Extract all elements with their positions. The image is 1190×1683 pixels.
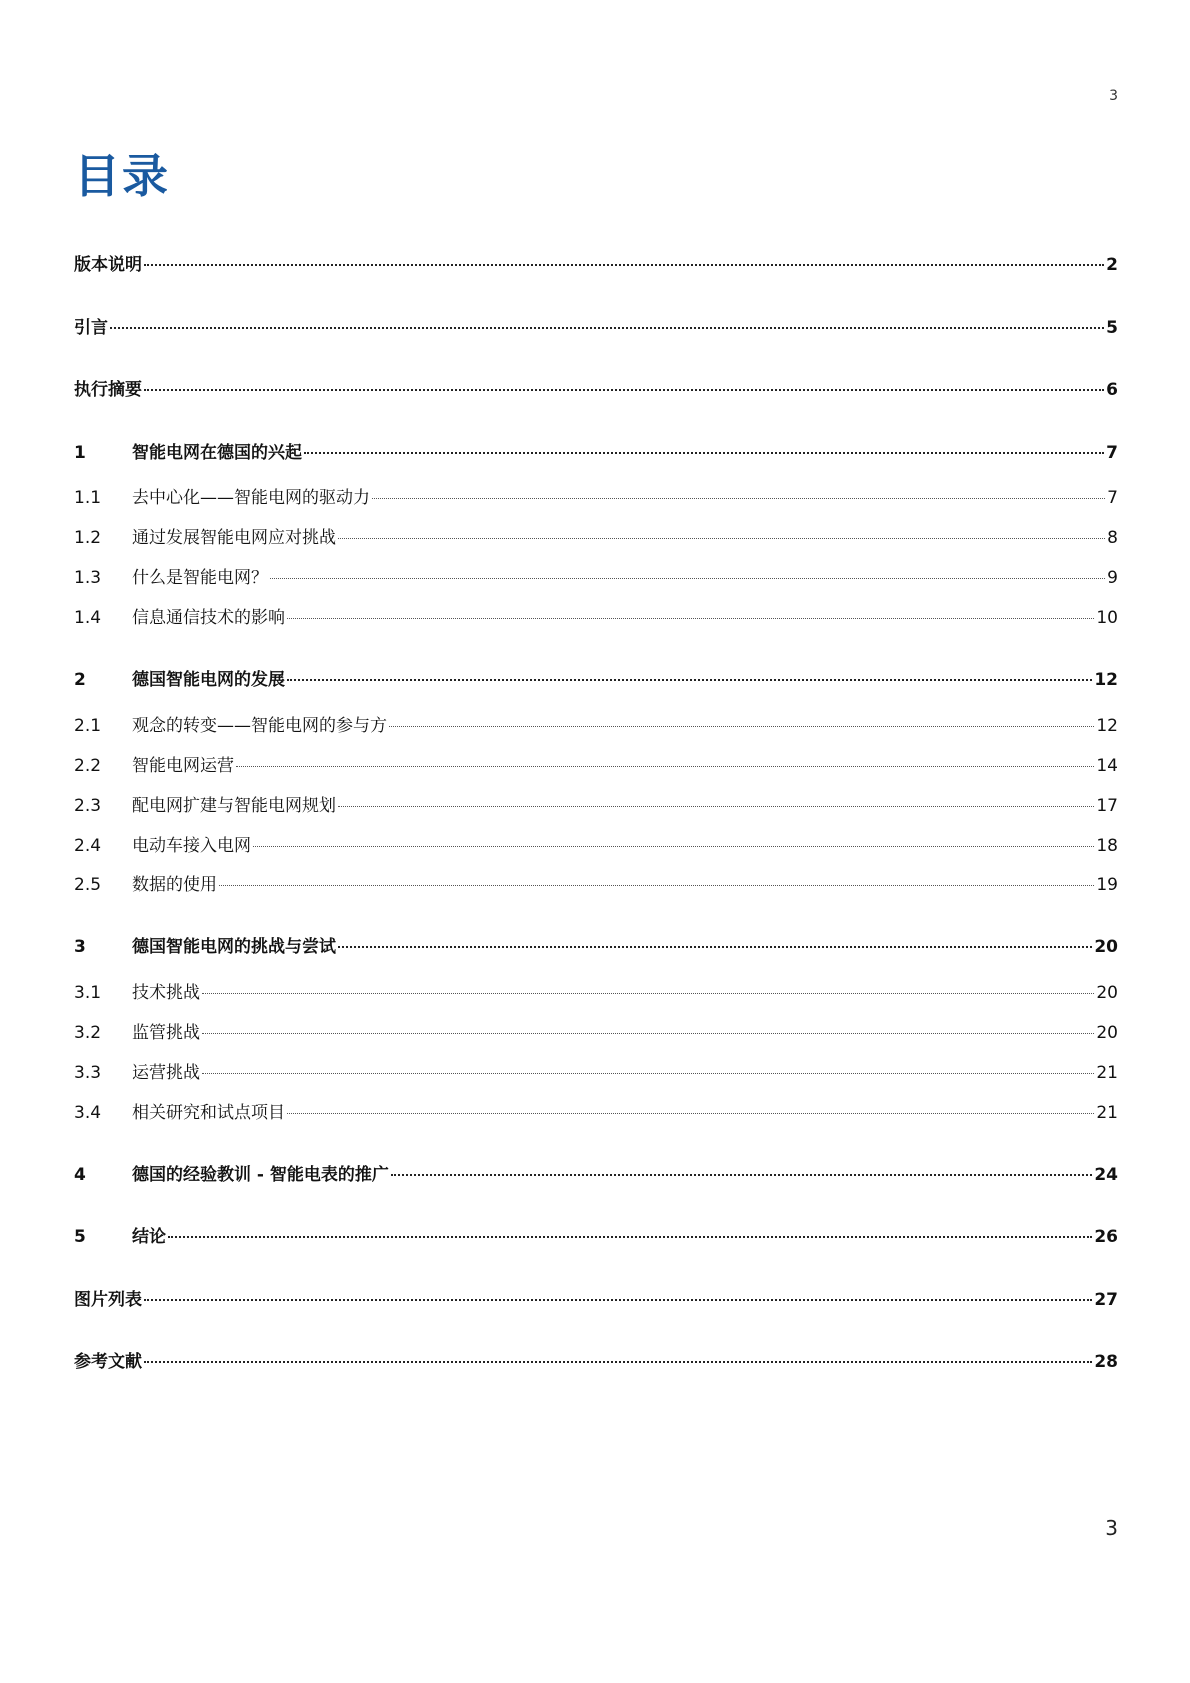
toc-entry-page: 18	[1096, 836, 1118, 856]
toc-entry-page: 17	[1096, 796, 1118, 816]
toc-entry-page: 14	[1096, 756, 1118, 776]
toc-entry-section-1-4[interactable]	[74, 603, 1118, 628]
toc-leader-dots	[219, 885, 1094, 886]
toc-entry-section-3-1[interactable]	[74, 978, 1118, 1003]
toc-entry-number: 4	[74, 1165, 86, 1185]
toc-entry-text: 运营挑战	[132, 1063, 200, 1083]
toc-entry-text: 结论	[132, 1227, 166, 1247]
toc-leader-dots	[144, 1361, 1092, 1363]
toc-entry-text: 数据的使用	[132, 875, 217, 895]
toc-entry-section-3-3[interactable]	[74, 1058, 1118, 1083]
toc-entry-number: 2.4	[74, 836, 102, 856]
toc-leader-dots	[202, 1073, 1094, 1074]
toc-entry-number: 3.3	[74, 1063, 102, 1083]
toc-entry-text: 观念的转变——智能电网的参与方	[132, 716, 387, 736]
toc-entry-page: 27	[1094, 1290, 1118, 1310]
toc-leader-dots	[202, 993, 1094, 994]
toc-leader-dots	[110, 327, 1104, 329]
toc-entry-page: 9	[1107, 568, 1118, 588]
toc-entry-section-2-4[interactable]	[74, 831, 1118, 856]
toc-entry-introduction[interactable]	[74, 313, 1118, 338]
toc-leader-dots	[304, 452, 1104, 454]
toc-entry-page: 7	[1106, 443, 1118, 463]
toc-entry-page: 20	[1096, 1023, 1118, 1043]
toc-leader-dots	[287, 1113, 1094, 1114]
toc-entry-section-2-2[interactable]	[74, 751, 1118, 776]
toc-entry-number: 2.5	[74, 875, 102, 895]
toc-leader-dots	[253, 846, 1094, 847]
toc-entry-text: 参考文献	[74, 1352, 142, 1372]
toc-entry-section-2-5[interactable]	[74, 870, 1118, 895]
toc-leader-dots	[202, 1033, 1094, 1034]
toc-leader-dots	[372, 498, 1105, 499]
toc-entry-page: 28	[1094, 1352, 1118, 1372]
toc-entry-number: 3.2	[74, 1023, 102, 1043]
toc-entry-section-1-1[interactable]	[74, 483, 1118, 508]
toc-entry-chapter-3[interactable]	[74, 932, 1118, 957]
toc-entry-page: 12	[1096, 716, 1118, 736]
toc-entry-text: 监管挑战	[132, 1023, 200, 1043]
toc-leader-dots	[144, 264, 1104, 266]
toc-entry-text: 德国的经验教训 - 智能电表的推广	[132, 1165, 389, 1185]
toc-leader-dots	[287, 618, 1094, 619]
toc-entry-chapter-1[interactable]	[74, 438, 1118, 463]
toc-entry-page: 24	[1094, 1165, 1118, 1185]
toc-leader-dots	[287, 679, 1092, 681]
toc-entry-section-2-1[interactable]	[74, 711, 1118, 736]
toc-leader-dots	[391, 1174, 1092, 1176]
toc-entry-page: 21	[1096, 1103, 1118, 1123]
toc-entry-page: 7	[1107, 488, 1118, 508]
toc-entry-text: 去中心化——智能电网的驱动力	[132, 488, 370, 508]
toc-entry-references[interactable]	[74, 1347, 1118, 1372]
toc-entry-chapter-2[interactable]	[74, 665, 1118, 690]
page-number-bottom: 3	[1105, 1516, 1118, 1540]
toc-entry-number: 2.1	[74, 716, 102, 736]
toc-entry-section-1-3[interactable]	[74, 563, 1118, 588]
toc-leader-dots	[338, 946, 1092, 948]
toc-entry-chapter-5[interactable]	[74, 1222, 1118, 1247]
toc-entry-page: 20	[1094, 937, 1118, 957]
toc-entry-number: 5	[74, 1227, 86, 1247]
toc-entry-page: 10	[1096, 608, 1118, 628]
toc-entry-number: 2	[74, 670, 86, 690]
toc-entry-number: 2.3	[74, 796, 102, 816]
toc-entry-text: 图片列表	[74, 1290, 142, 1310]
toc-entry-number: 1.4	[74, 608, 102, 628]
toc-entry-number: 3	[74, 937, 86, 957]
toc-entry-executive-summary[interactable]	[74, 375, 1118, 400]
toc-entry-page: 21	[1096, 1063, 1118, 1083]
toc-entry-chapter-4[interactable]	[74, 1160, 1118, 1185]
page-number-top: 3	[1109, 88, 1118, 104]
toc-entry-text: 引言	[74, 318, 108, 338]
toc-entry-text: 执行摘要	[74, 380, 142, 400]
toc-leader-dots	[144, 1299, 1092, 1301]
toc-entry-page: 20	[1096, 983, 1118, 1003]
toc-leader-dots	[270, 578, 1105, 579]
toc-entry-number: 3.1	[74, 983, 102, 1003]
toc-entry-page: 2	[1106, 255, 1118, 275]
toc-leader-dots	[389, 726, 1094, 727]
toc-entry-page: 26	[1094, 1227, 1118, 1247]
page-title: 目录	[74, 149, 170, 203]
toc-entry-number: 1	[74, 443, 86, 463]
toc-entry-text: 版本说明	[74, 255, 142, 275]
toc-entry-text: 配电网扩建与智能电网规划	[132, 796, 336, 816]
toc-entry-number: 1.1	[74, 488, 102, 508]
toc-entry-figure-list[interactable]	[74, 1285, 1118, 1310]
toc-entry-text: 电动车接入电网	[132, 836, 251, 856]
toc-entry-number: 2.2	[74, 756, 102, 776]
toc-entry-text: 德国智能电网的发展	[132, 670, 285, 690]
toc-leader-dots	[236, 766, 1094, 767]
toc-entry-page: 8	[1107, 528, 1118, 548]
toc-entry-page: 19	[1096, 875, 1118, 895]
toc-entry-number: 3.4	[74, 1103, 102, 1123]
toc-leader-dots	[168, 1236, 1092, 1238]
toc-entry-section-3-4[interactable]	[74, 1098, 1118, 1123]
toc-entry-text: 信息通信技术的影响	[132, 608, 285, 628]
toc-entry-text: 通过发展智能电网应对挑战	[132, 528, 336, 548]
toc-entry-page: 5	[1106, 318, 1118, 338]
toc-entry-text: 德国智能电网的挑战与尝试	[132, 937, 336, 957]
toc-entry-text: 智能电网运营	[132, 756, 234, 776]
toc-entry-version-notes[interactable]	[74, 250, 1118, 275]
toc-entry-section-2-3[interactable]	[74, 791, 1118, 816]
toc-entry-number: 1.3	[74, 568, 102, 588]
toc-entry-number: 1.2	[74, 528, 102, 548]
toc-entry-text: 智能电网在德国的兴起	[132, 443, 302, 463]
toc-leader-dots	[338, 806, 1094, 807]
toc-leader-dots	[338, 538, 1105, 539]
toc-entry-section-1-2[interactable]	[74, 523, 1118, 548]
toc-entry-page: 12	[1094, 670, 1118, 690]
toc-entry-text: 相关研究和试点项目	[132, 1103, 285, 1123]
toc-entry-text: 什么是智能电网？	[132, 568, 268, 588]
toc-entry-section-3-2[interactable]	[74, 1018, 1118, 1043]
toc-leader-dots	[144, 389, 1104, 391]
toc-entry-page: 6	[1106, 380, 1118, 400]
toc-entry-text: 技术挑战	[132, 983, 200, 1003]
